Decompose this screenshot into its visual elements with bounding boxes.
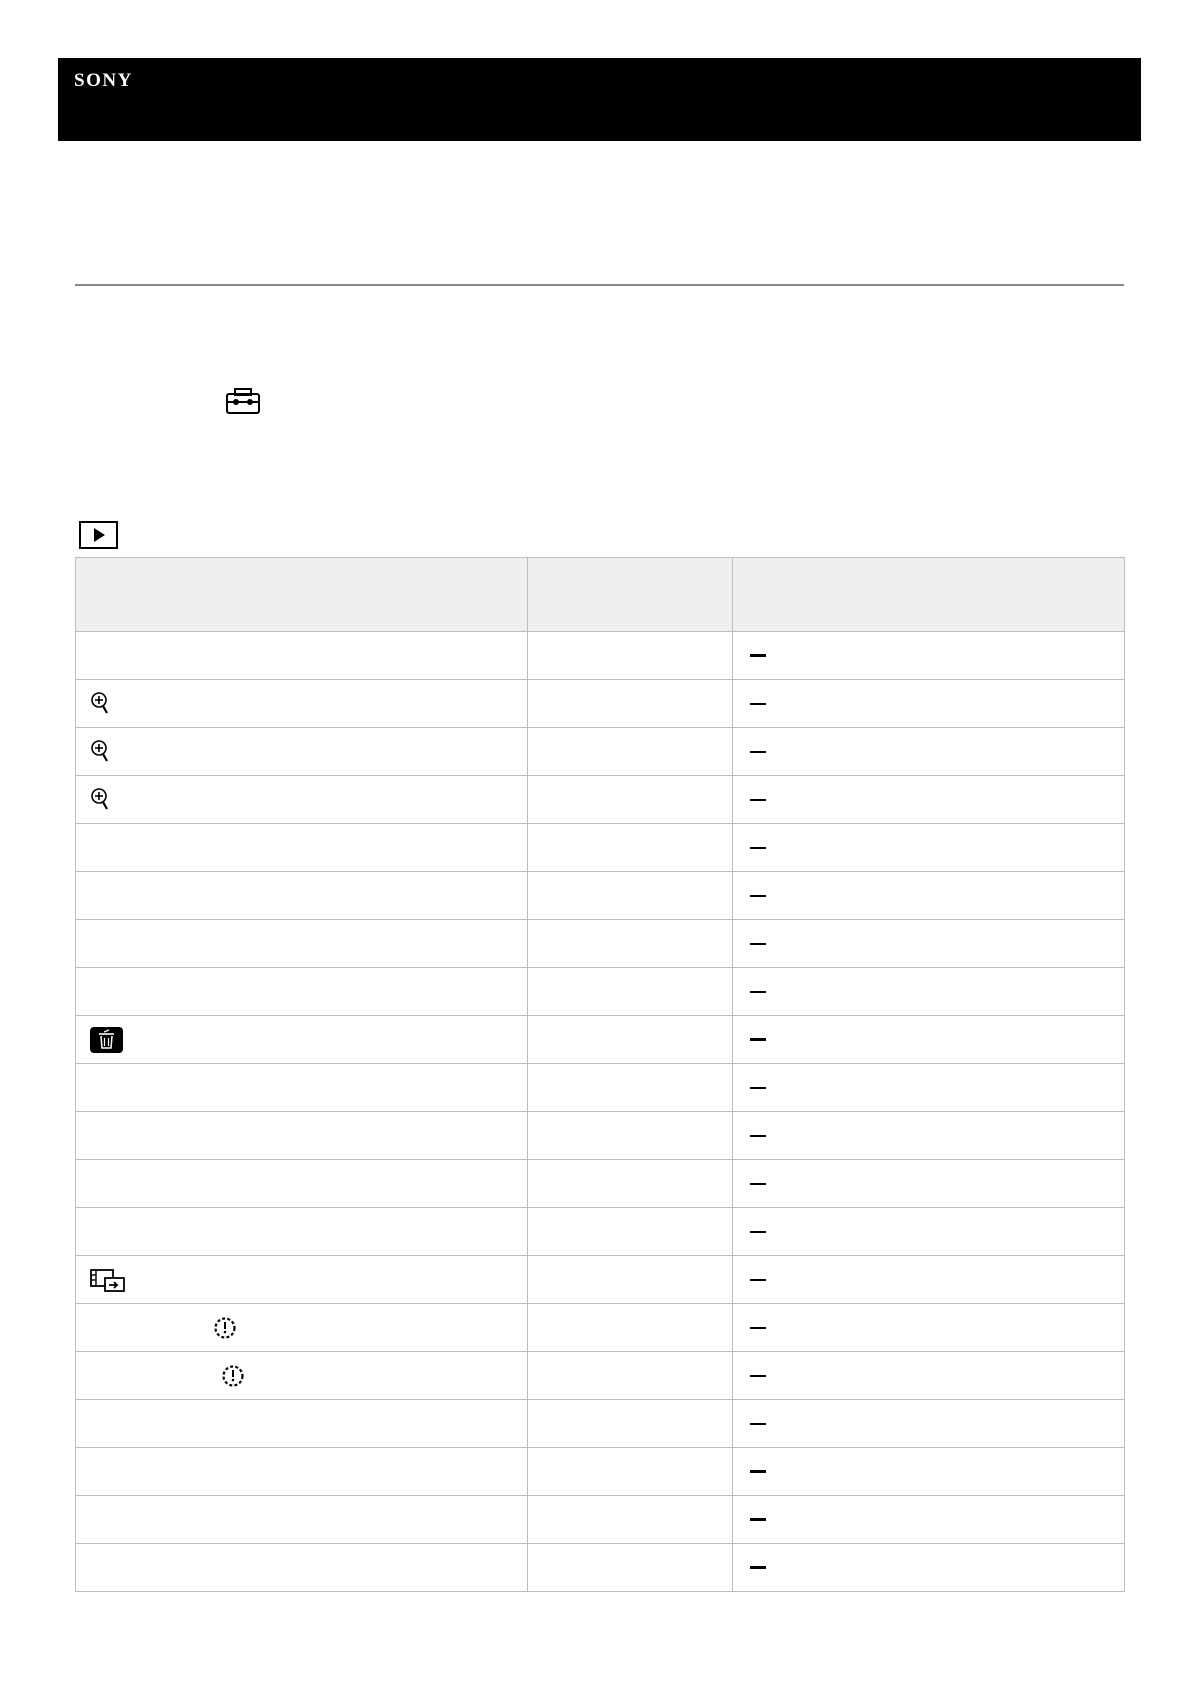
value-cell: [733, 1544, 1125, 1592]
not-applicable-dash: [750, 1566, 766, 1569]
item-cell: [76, 1016, 528, 1064]
not-applicable-dash: [750, 1231, 766, 1233]
not-applicable-dash: [750, 1470, 766, 1473]
not-applicable-dash: [750, 1183, 766, 1185]
table-header-row: [76, 558, 1125, 632]
value-cell: [733, 680, 1125, 728]
interval-timer-icon: [213, 1316, 237, 1340]
value-cell: [733, 1112, 1125, 1160]
item-cell: [76, 1304, 528, 1352]
table-row: [76, 1448, 1125, 1496]
value-cell: [733, 1064, 1125, 1112]
operation-cell: [528, 632, 733, 680]
item-cell: [76, 728, 528, 776]
header-cell: [528, 558, 733, 632]
interval-timer-icon: [221, 1364, 245, 1388]
value-cell: [733, 872, 1125, 920]
value-cell: [733, 776, 1125, 824]
item-cell: [76, 1496, 528, 1544]
operation-cell: [528, 1208, 733, 1256]
not-applicable-dash: [750, 991, 766, 993]
table-row: [76, 920, 1125, 968]
table-row: [76, 1064, 1125, 1112]
item-cell: [76, 920, 528, 968]
zoom-in-icon: [90, 739, 110, 765]
operation-cell: [528, 1544, 733, 1592]
table-row: [76, 1304, 1125, 1352]
not-applicable-dash: [750, 1518, 766, 1521]
sony-logo: SONY: [74, 70, 133, 91]
not-applicable-dash: [750, 1038, 766, 1041]
value-cell: [733, 1256, 1125, 1304]
operation-cell: [528, 680, 733, 728]
item-cell: [76, 1400, 528, 1448]
value-cell: [733, 1016, 1125, 1064]
table-row: [76, 632, 1125, 680]
value-cell: [733, 824, 1125, 872]
value-cell: [733, 1160, 1125, 1208]
table-row: [76, 1352, 1125, 1400]
value-cell: [733, 968, 1125, 1016]
table-row: [76, 1496, 1125, 1544]
operation-cell: [528, 1352, 733, 1400]
table-row: [76, 728, 1125, 776]
value-cell: [733, 1448, 1125, 1496]
item-cell: [76, 1112, 528, 1160]
value-cell: [733, 1304, 1125, 1352]
item-cell: [76, 824, 528, 872]
not-applicable-dash: [750, 1135, 766, 1137]
table-row: [76, 824, 1125, 872]
operation-cell: [528, 1400, 733, 1448]
item-cell: [76, 632, 528, 680]
value-cell: [733, 1400, 1125, 1448]
not-applicable-dash: [750, 799, 766, 801]
playback-icon: [79, 521, 118, 549]
trash-icon: [90, 1027, 123, 1053]
not-applicable-dash: [750, 1087, 766, 1089]
menu-table: [75, 557, 1125, 1592]
not-applicable-dash: [750, 654, 766, 657]
value-cell: [733, 632, 1125, 680]
not-applicable-dash: [750, 1279, 766, 1281]
operation-cell: [528, 1064, 733, 1112]
table-row: [76, 1016, 1125, 1064]
table-row: [76, 1112, 1125, 1160]
item-cell: [76, 1352, 528, 1400]
item-cell: [76, 1544, 528, 1592]
not-applicable-dash: [750, 895, 766, 897]
operation-cell: [528, 1160, 733, 1208]
value-cell: [733, 728, 1125, 776]
table-row: [76, 680, 1125, 728]
item-cell: [76, 872, 528, 920]
operation-cell: [528, 1448, 733, 1496]
item-cell: [76, 1160, 528, 1208]
table-row: [76, 1544, 1125, 1592]
zoom-in-icon: [90, 787, 110, 813]
value-cell: [733, 1352, 1125, 1400]
item-cell: [76, 776, 528, 824]
not-applicable-dash: [750, 751, 766, 753]
value-cell: [733, 920, 1125, 968]
table-row: [76, 1256, 1125, 1304]
table-row: [76, 872, 1125, 920]
operation-cell: [528, 1016, 733, 1064]
not-applicable-dash: [750, 703, 766, 705]
zoom-in-icon: [90, 691, 110, 717]
operation-cell: [528, 968, 733, 1016]
toolbox-icon: [226, 388, 260, 414]
item-cell: [76, 1448, 528, 1496]
table-row: [76, 776, 1125, 824]
not-applicable-dash: [750, 1327, 766, 1329]
operation-cell: [528, 1256, 733, 1304]
not-applicable-dash: [750, 1423, 766, 1425]
title-divider: [75, 284, 1124, 286]
movie-export-icon: [90, 1267, 126, 1293]
not-applicable-dash: [750, 1375, 766, 1377]
table-row: [76, 1400, 1125, 1448]
operation-cell: [528, 1304, 733, 1352]
header-cell: [733, 558, 1125, 632]
operation-cell: [528, 1496, 733, 1544]
operation-cell: [528, 920, 733, 968]
operation-cell: [528, 872, 733, 920]
table-row: [76, 1160, 1125, 1208]
value-cell: [733, 1496, 1125, 1544]
not-applicable-dash: [750, 943, 766, 945]
table-row: [76, 1208, 1125, 1256]
table-row: [76, 968, 1125, 1016]
page-header: [58, 58, 1141, 141]
item-cell: [76, 1208, 528, 1256]
operation-cell: [528, 824, 733, 872]
operation-cell: [528, 728, 733, 776]
item-cell: [76, 1064, 528, 1112]
item-cell: [76, 680, 528, 728]
value-cell: [733, 1208, 1125, 1256]
item-cell: [76, 968, 528, 1016]
item-cell: [76, 1256, 528, 1304]
not-applicable-dash: [750, 847, 766, 849]
operation-cell: [528, 1112, 733, 1160]
header-cell: [76, 558, 528, 632]
operation-cell: [528, 776, 733, 824]
